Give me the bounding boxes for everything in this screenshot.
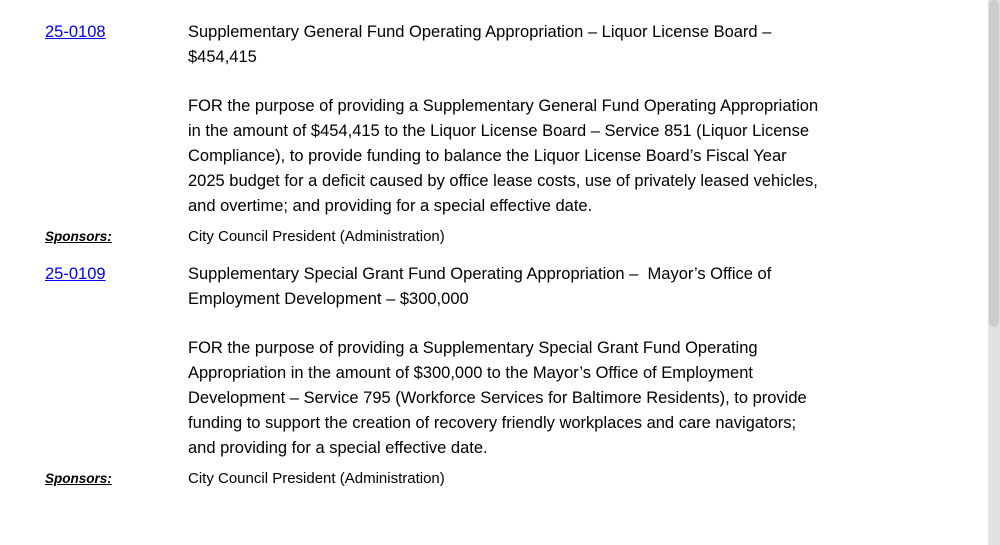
item-text-column <box>188 20 820 219</box>
sponsors-value: City Council President (Administration) <box>188 228 445 245</box>
sponsors-label: Sponsors: <box>45 229 112 244</box>
sponsors-value: City Council President (Administration) <box>188 470 445 487</box>
file-number-link[interactable]: 25-0108 <box>45 23 106 41</box>
scrollbar-track[interactable] <box>988 0 1000 545</box>
sponsors-label: Sponsors: <box>45 471 112 486</box>
agenda-item <box>45 20 988 248</box>
file-number-column <box>45 262 188 287</box>
item-text-column <box>188 262 820 461</box>
item-body: FOR the purpose of providing a Supplementary General Fund Operating Appropriation in the amount of $454,415 to the Liquor License Board – Service 851 (Liquor License Compliance), to provide funding to balance the Liquor License Board’s Fiscal Year 2025 budget for a deficit caused by office lease costs, use of privately leased vehicles, and overtime; and providing for a special effective date. <box>188 97 819 215</box>
file-number-link[interactable]: 25-0109 <box>45 265 106 283</box>
item-title: Supplementary General Fund Operating Appropriation – Liquor License Board – $454,415 <box>188 23 776 66</box>
item-body: FOR the purpose of providing a Supplementary Special Grant Fund Operating Appropriation in the amount of $300,000 to the Mayor’s Office of Employment Development – Service 795 (Workforce Services for Baltimore Residents), to provide funding to support the creation of recovery friendly workplaces and care navigators; and providing for a special effective date. <box>188 339 807 457</box>
item-title: Supplementary Special Grant Fund Operating Appropriation – Mayor’s Office of Employment Development – $300,000 <box>188 265 776 308</box>
file-number-column <box>45 20 188 45</box>
agenda-item <box>45 262 988 490</box>
scrollbar-thumb[interactable] <box>989 0 999 327</box>
